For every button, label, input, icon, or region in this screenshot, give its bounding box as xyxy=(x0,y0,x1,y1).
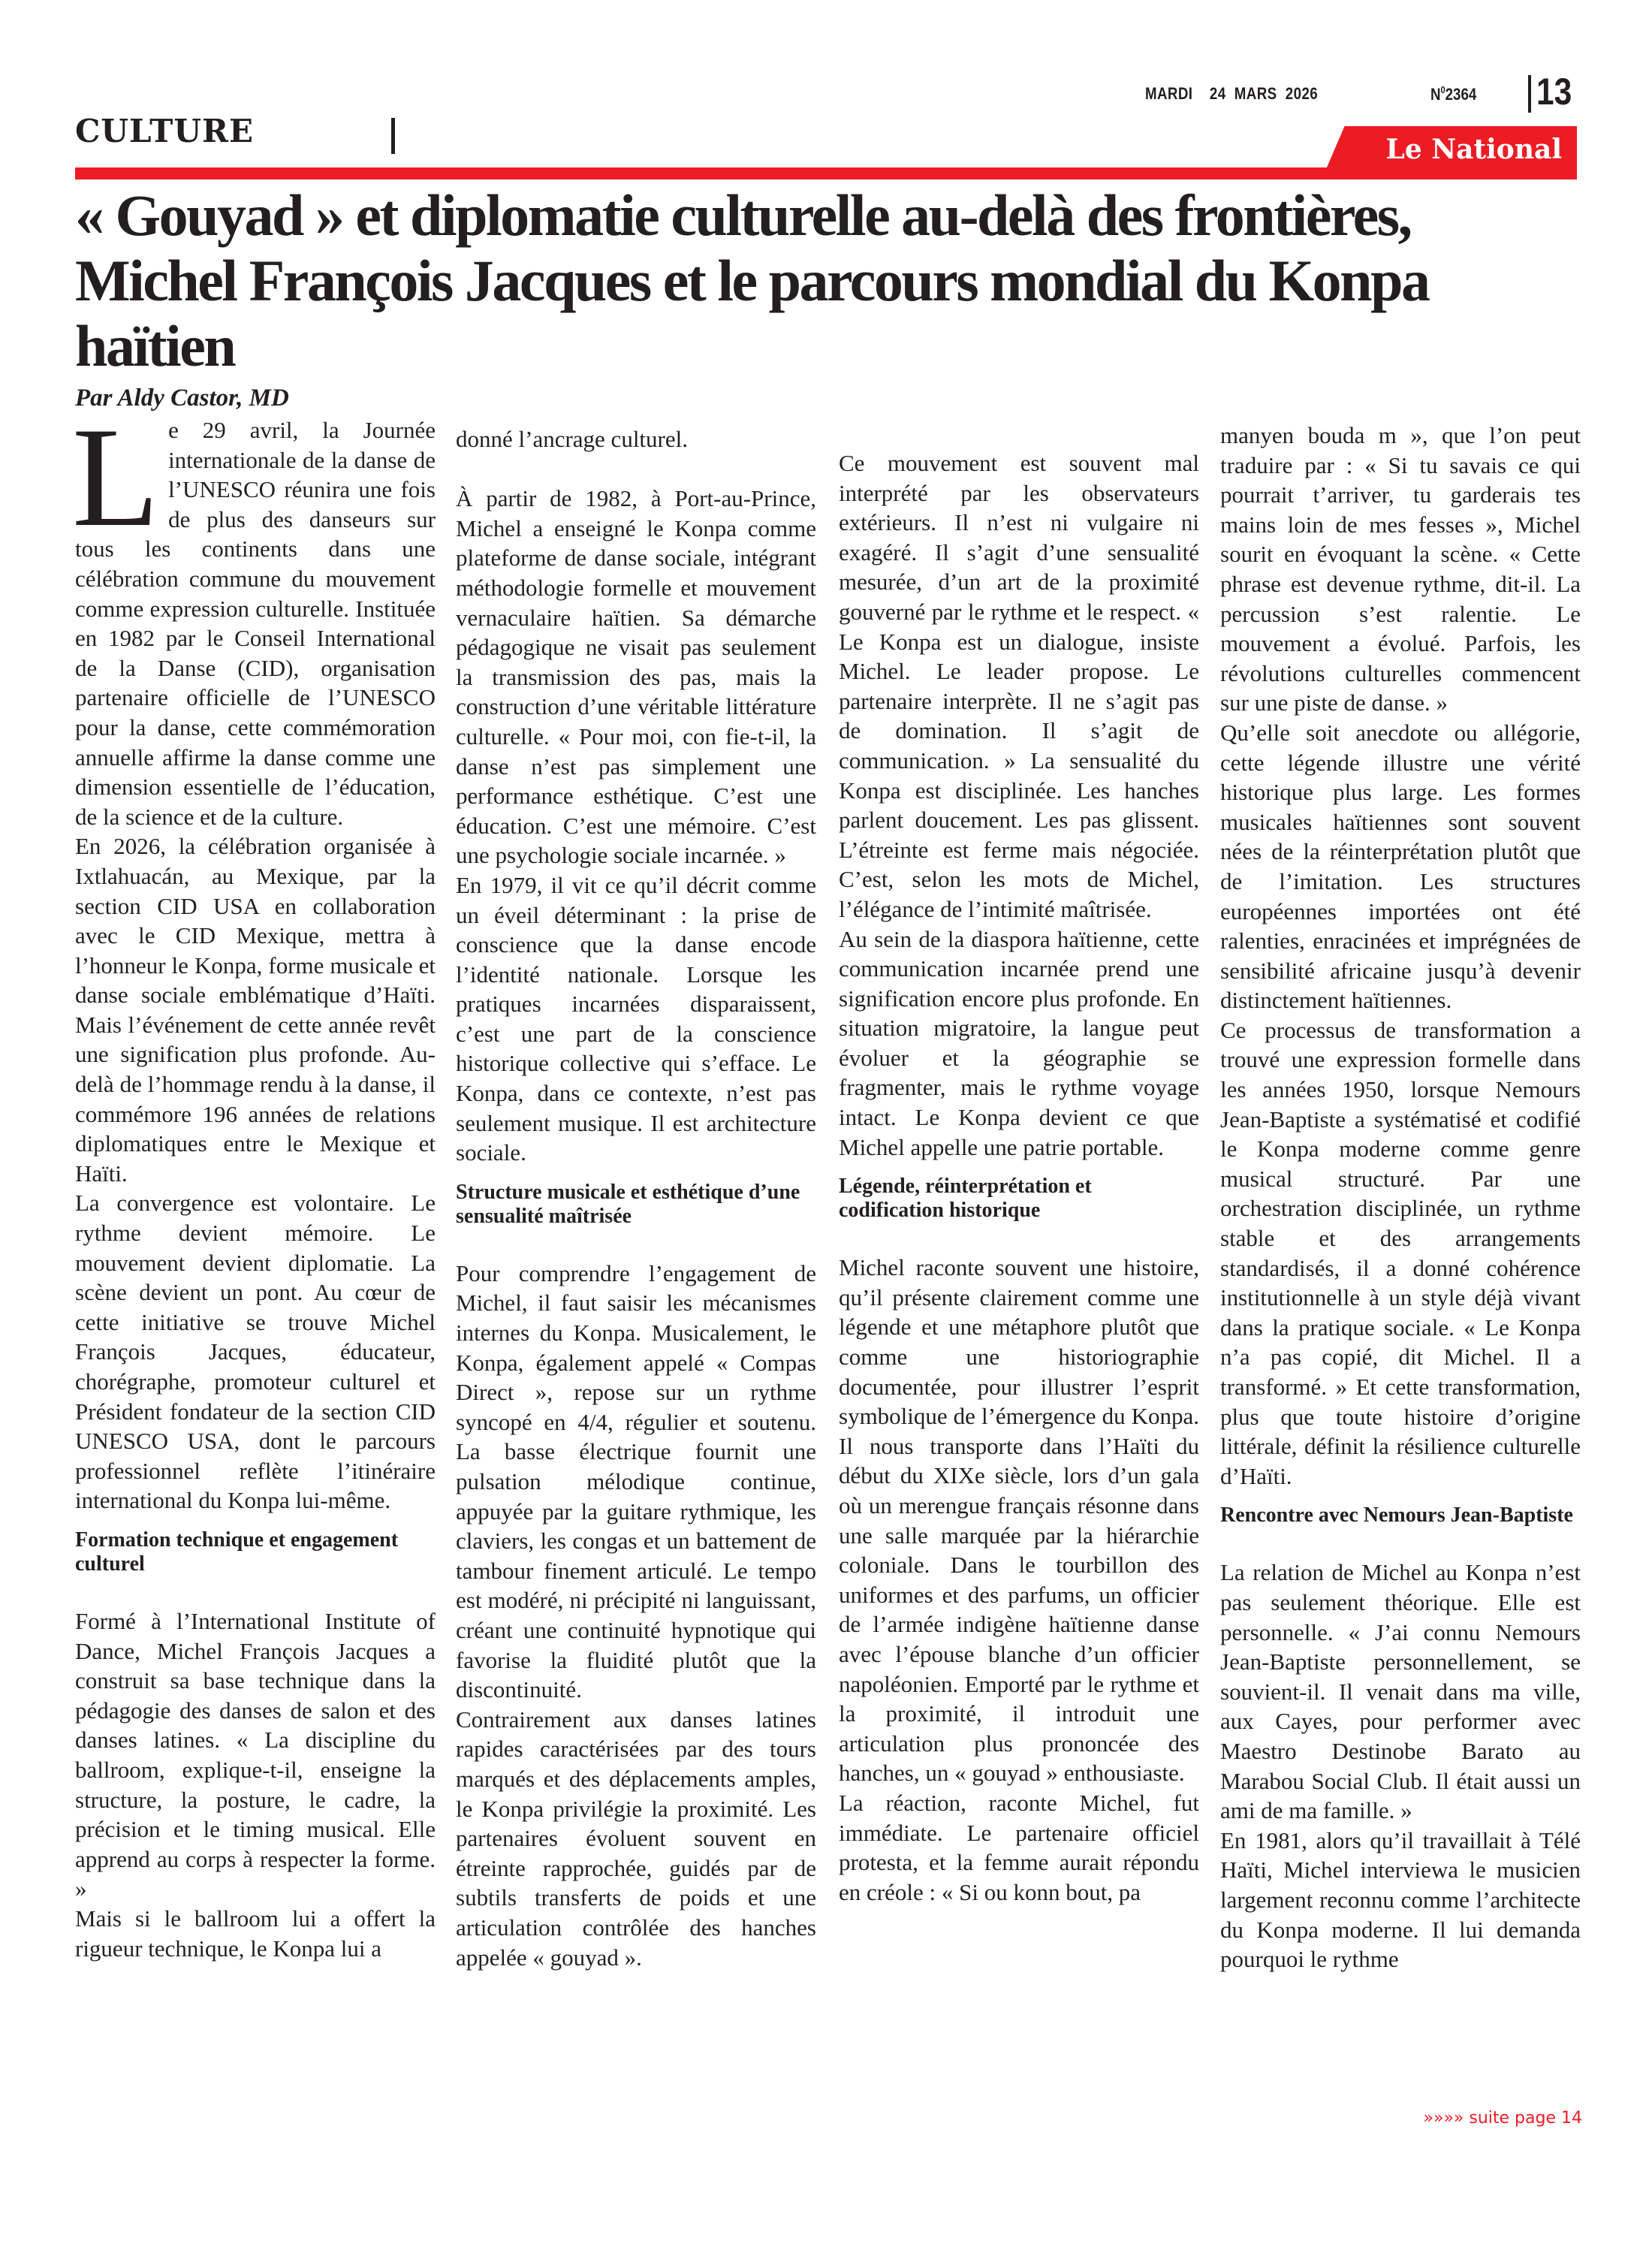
section-divider xyxy=(391,118,395,154)
section-label: CULTURE xyxy=(75,113,254,149)
article-byline: Par Aldy Castor, MD xyxy=(75,385,289,412)
article-column-3 xyxy=(839,448,1199,1907)
article-paragraph: donné l’ancrage culturel. xyxy=(456,426,688,452)
article-paragraph: manyen bouda m », que l’on peut traduire par : « Si tu savais ce qui pourrait t’arriver, tu garderais tes mains loin de mes fesses », Michel sourit en évoquant la scène. « Cette phrase est devenue rythme, dit-il. La percussion s’est ralentie. Le mouvement a évolué. Parfois, les révolutions culturelles commencent sur une piste de danse. » xyxy=(1220,422,1581,716)
article-paragraph: La convergence est volontaire. Le rythme devient mémoire. Le mouvement devient diplomatie. La scène devient un pont. Au cœur de cette initiative se trouve Michel François Jacques, éducateur, chorégraphe, promoteur culturel et Président fondateur de la section CID UNESCO USA, dont le parcours professionnel reflète l’itinéraire international du Konpa lui-même. xyxy=(75,1190,436,1514)
issue-number: $N^02364$ xyxy=(1430,84,1477,104)
publication-date xyxy=(1145,84,1318,104)
article-column-2 xyxy=(456,424,816,1972)
drop-cap: L xyxy=(72,399,160,556)
header-rule xyxy=(75,167,1352,179)
article-paragraph: En 1981, alors qu’il travaillait à Télé Haïti, Michel interviewa le musicien largement reconnu comme l’architecte du Konpa moderne. Il lui demanda pourquoi le rythme xyxy=(1220,1826,1581,1973)
article-column-4 xyxy=(1220,421,1581,1974)
article-column-1 xyxy=(72,399,436,1963)
section-subheading: Formation technique et engagement culturel xyxy=(75,1528,399,1576)
article-paragraph: Au sein de la diaspora haïtienne, cette communication incarnée prend une signification encore plus profonde. En situation migratoire, la langue peut évoluer et la géographie se fragmenter, mais le rythme voyage intact. Le Konpa devient ce que Michel appelle une patrie portable. xyxy=(839,925,1199,1160)
newspaper-brand: Le National xyxy=(1385,134,1562,165)
publication-day: MARDI xyxy=(1145,84,1193,103)
article-paragraph: Formé à l’International Institute of Dance, Michel François Jacques a construit sa base technique dans la pédagogie des danses de salon et des danses latines. « La discipline du ballroom, explique-t-il, enseigne la structure, la posture, le cadre, la précision et le timing musical. Elle apprend au corps à respecter la forme. » xyxy=(75,1607,436,1902)
article-paragraph: En 1979, il vit ce qu’il décrit comme un éveil déterminant : la prise de conscience que la danse encode l’identité nationale. Lorsque les pratiques incarnées disparaissent, c’est une part de la conscience historique collective qui s’efface. Le Konpa, dans ce contexte, n’est pas seulement musique. Il est architecture sociale. xyxy=(456,871,816,1166)
continued-on-link[interactable]: »»»» suite page 14 xyxy=(1423,2109,1582,2128)
article-paragraph: La réaction, raconte Michel, fut immédiate. Le partenaire officiel protesta, et la femme aurait répondu en créole : « Si ou konn bout, pa xyxy=(839,1789,1199,1905)
article-paragraph: En 2026, la célébration organisée à Ixtlahuacán, au Mexique, par la section CID USA en collaboration avec le CID Mexique, mettra à l’honneur le Konpa, forme musicale et danse sociale emblématique d’Haïti. Mais l’événement de cette année revêt une signification plus profonde. Au-delà de l’hommage rendu à la danse, il commémore 196 années de relations diplomatiques entre le Mexique et Haïti. xyxy=(75,833,436,1187)
page-number-divider xyxy=(1528,75,1531,113)
paragraph-text: e 29 avril, la Journée internationale de la danse de l’UNESCO réunira une fois de plus des danseurs sur tous les continents dans une célébration commune du mouvement comme expression culturelle. Instituée en 1982 par le Conseil International de la Danse (CID), organisation partenaire officielle de l’UNESCO pour la danse, cette commémoration annuelle affirme la danse comme une dimension essentielle de l’éducation, de la science et de la culture. xyxy=(75,417,436,830)
article-paragraph: Contrairement aux danses latines rapides caractérisées par des tours marqués et des déplacements amples, le Konpa privilégie la proximité. Les partenaires évoluent souvent en étreinte rapprochée, guidés par de subtils transferts de poids et une articulation contrôlée des hanches appelée « gouyad ». xyxy=(456,1706,816,1971)
article-paragraph: Ce mouvement est souvent mal interprété par les observateurs extérieurs. Il n’est ni vulgaire ni exagéré. Il s’agit d’une sensualité mesurée, d’un art de la proximité gouverné par le rythme et le respect. « Le Konpa est un dialogue, insiste Michel. Le leader propose. Le partenaire interprète. Il ne s’agit pas de domination. Il s’agit de communication. » La sensualité du Konpa est disciplinée. Les hanches parlent doucement. Les pas glissent. L’étreinte est ferme mais négociée. C’est, selon les mots de Michel, l’élégance de l’intimité maîtrisée. xyxy=(839,450,1199,922)
article-paragraph: La relation de Michel au Konpa n’est pas seulement théorique. Elle est personnelle. « J’ai connu Nemours Jean-Baptiste personnellement, se souvient-il. Il venait dans ma ville, aux Cayes, pour performer avec Maestro Destinobe Barato au Marabou Social Club. Il était aussi un ami de ma famille. » xyxy=(1220,1559,1581,1824)
section-subheading: Structure musicale et esthétique d’une sensualité maîtrisée xyxy=(456,1180,800,1228)
article-paragraph: Michel raconte souvent une histoire, qu’il présente clairement comme une légende et une métaphore plutôt que comme une historiographie documentée, pour illustrer l’esprit symbolique de l’émergence du Konpa. Il nous transporte dans l’Haïti du début du XIXe siècle, lors d’un gala où un merengue français résonne dans une salle marquée par la hiérarchie coloniale. Dans le tourbillon des uniformes et des parfums, un officier de l’armée indigène haïtienne danse avec l’épouse blanche d’un officier napoléonien. Emporté par le rythme et la proximité, il introduit une articulation plus prononcée des hanches, un « gouyad » enthousiaste. xyxy=(839,1254,1199,1787)
section-subheading: Rencontre avec Nemours Jean-Baptiste xyxy=(1220,1504,1573,1528)
publication-day-date: 24 MARS 2026 xyxy=(1209,84,1319,103)
article-paragraph: Qu’elle soit anecdote ou allégorie, cette légende illustre une vérité historique plus large. Les formes musicales haïtiennes sont souvent nées de la réinterprétation plutôt que de l’imitation. Les structures européennes importées ont été ralenties, enracinées et imprégnées de sensibilité africaine jusqu’à devenir distinctement haïtiennes. xyxy=(1220,719,1581,1014)
article-headline: « Gouyad » et diplomatie culturelle au-delà des frontières, Michel François Jacques et le parcours mondial du Konpa haïtien xyxy=(75,182,1429,379)
issue-number-value: 2364 xyxy=(1445,85,1477,104)
article-paragraph: Pour comprendre l’engagement de Michel, il faut saisir les mécanismes internes du Konpa. Musicalement, le Konpa, également appelé « Compas Direct », repose sur un rythme syncopé en 4/4, régulier et soutenu. La basse électrique fournit une pulsation mélodique continue, appuyée par la guitare rythmique, les claviers, les congas et un battement de tambour finement articulé. Le tempo est modéré, ni précipité ni languissant, créant une continuité hypnotique qui favorise la fluidité plutôt que la discontinuité. xyxy=(456,1259,816,1703)
page-number: 13 xyxy=(1536,71,1572,113)
article-paragraph: Mais si le ballroom lui a offert la rigueur technique, le Konpa lui a xyxy=(75,1905,436,1962)
article-paragraph: À partir de 1982, à Port-au-Prince, Michel a enseigné le Konpa comme plateforme de danse sociale, intégrant méthodologie formelle et mouvement vernaculaire haïtien. Sa démarche pédagogique ne visait pas seulement la transmission des pas, mais la construction d’une véritable littérature culturelle. « Pour moi, con fie-t-il, la danse n’est pas simplement une performance esthétique. C’est une éducation. C’est une mémoire. C’est une psychologie sociale incarnée. » xyxy=(456,485,816,869)
section-subheading: Légende, réinterprétation et codification historique xyxy=(839,1175,1092,1223)
article-paragraph xyxy=(72,399,436,831)
article-paragraph: Ce processus de transformation a trouvé une expression formelle dans les années 1950, lorsque Nemours Jean-Baptiste a systématisé et codifié le Konpa moderne comme genre musical structuré. Par une orchestration disciplinée, un rythme stable et des arrangements standardisés, il a donné cohérence institutionnelle à un style déjà vivant dans la pratique sociale. « Le Konpa n’a pas copié, dit Michel. Il a transformé. » Et cette transformation, plus que toute histoire d’origine littérale, définit la résilience culturelle d’Haïti. xyxy=(1220,1016,1581,1489)
